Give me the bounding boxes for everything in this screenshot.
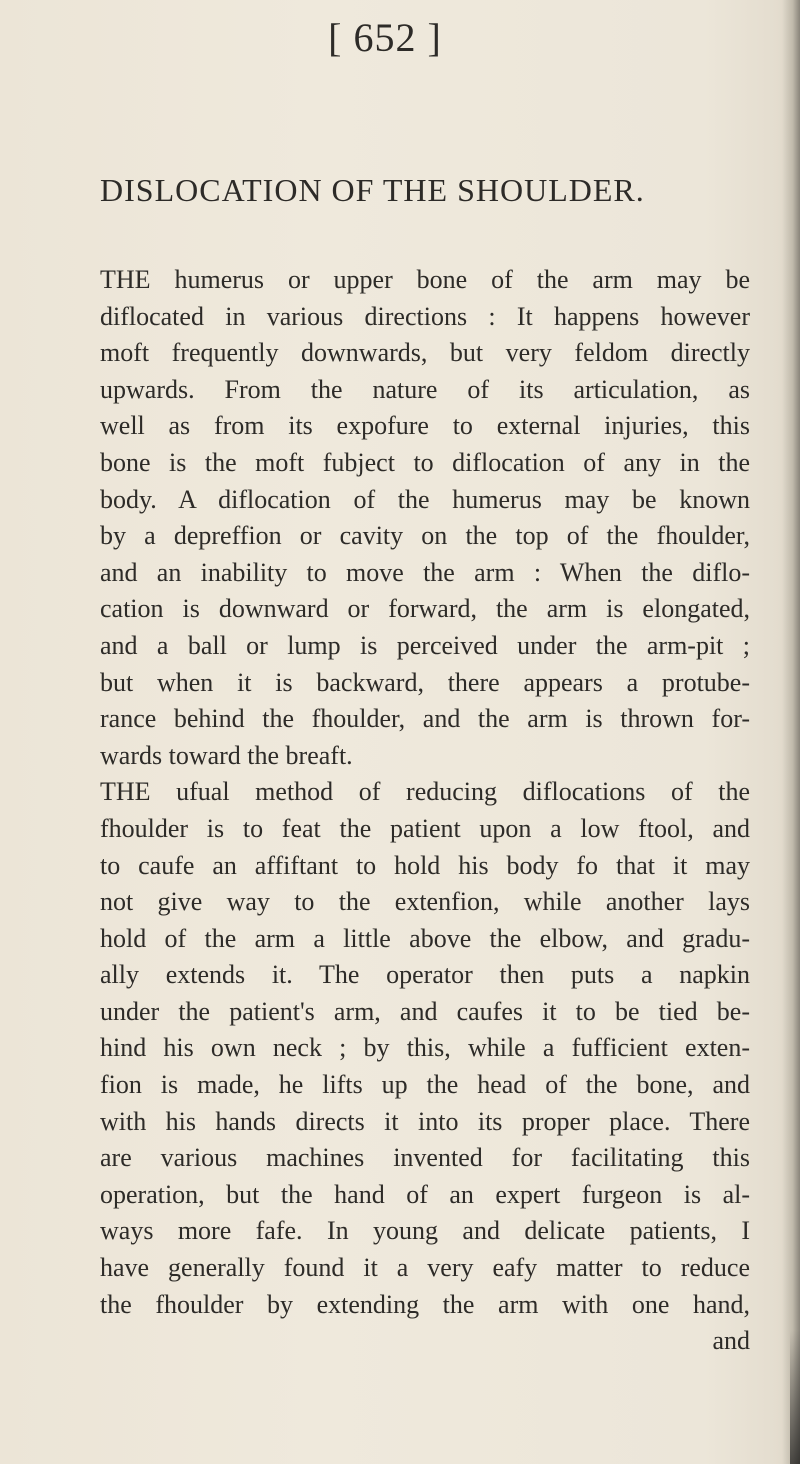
text-line: upwards. From the nature of its articulation, as	[100, 374, 750, 404]
text-line: fhoulder is to feat the patient upon a low ftool, and	[100, 813, 750, 843]
text-line: bone is the moft fubject to diflocation of any in the	[100, 447, 750, 477]
text-line: body. A diflocation of the humerus may be known	[100, 484, 750, 514]
text-line: to caufe an affiftant to hold his body fo that it may	[100, 850, 750, 880]
page-number: [ 652 ]	[328, 15, 442, 60]
text-line: rance behind the fhoulder, and the arm is thrown for-	[100, 704, 750, 734]
text-line: moft frequently downwards, but very feldom directly	[100, 338, 750, 368]
text-line: wards toward the breaft.	[100, 740, 353, 770]
page-edge-dark-corner	[790, 1330, 800, 1464]
paragraph-1	[100, 262, 750, 774]
text-line: the fhoulder by extending the arm with one hand,	[100, 1289, 750, 1319]
text-line: but when it is backward, there appears a protube-	[100, 667, 750, 697]
text-line: by a depreffion or cavity on the top of the fhoulder,	[100, 521, 750, 551]
body-text	[100, 262, 750, 1360]
text-line: under the patient's arm, and caufes it to be tied be-	[100, 996, 750, 1026]
text-line: ally extends it. The operator then puts a napkin	[100, 960, 750, 990]
text-line: operation, but the hand of an expert furgeon is al-	[100, 1179, 750, 1209]
text-line: ways more fafe. In young and delicate patients, I	[100, 1216, 750, 1246]
text-line: fion is made, he lifts up the head of the bone, and	[100, 1070, 750, 1100]
text-line: have generally found it a very eafy matter to reduce	[100, 1253, 750, 1283]
text-line: well as from its expofure to external injuries, this	[100, 411, 750, 441]
chapter-heading: DISLOCATION OF THE SHOULDER.	[100, 172, 645, 208]
text-line: THE ufual method of reducing diflocations of the	[100, 777, 750, 807]
catchword: and	[712, 1326, 750, 1356]
text-line: not give way to the extenfion, while another lays	[100, 887, 750, 917]
text-line: hind his own neck ; by this, while a fufficient exten-	[100, 1033, 750, 1063]
text-line: are various machines invented for facilitating this	[100, 1143, 750, 1173]
text-line: and a ball or lump is perceived under the arm-pit ;	[100, 630, 750, 660]
text-line: cation is downward or forward, the arm is elongated,	[100, 594, 750, 624]
text-line: hold of the arm a little above the elbow, and gradu-	[100, 923, 750, 953]
text-line: THE humerus or upper bone of the arm may be	[100, 265, 750, 294]
page-edge-shadow	[782, 0, 800, 1464]
text-line: and an inability to move the arm : When the diflo-	[100, 557, 750, 587]
text-line: with his hands directs it into its proper place. There	[100, 1106, 750, 1136]
text-line: diflocated in various directions : It happens however	[100, 301, 750, 331]
paragraph-2	[100, 774, 750, 1323]
